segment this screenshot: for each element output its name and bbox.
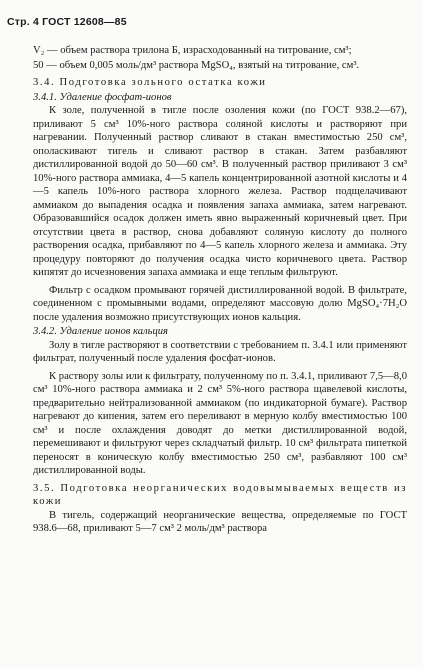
subsection-heading-3-4-2: 3.4.2. Удаление ионов кальция — [33, 326, 168, 337]
paragraph: К золе, полученной в тигле после озоления кожи (по ГОСТ 938.2—67), приливают 5 см³ 10%-ного раствора соляной кислоты и растворяют при нагревании. Полученный раствор сливают в стакан вместимостью 250 см³, ополаскивают тигель и сливают раствор в стакан. Затем разбавляют дистиллированной водой до 50—60 см³. В полученный раствор приливают 3 см³ 10%-ного раствора аммиака, 4—5 капель концентрированной азотной кислоты и 4—5 капель 10%-ного раствора хлорного железа. Раствор подщелачивают аммиаком до выпадения осадка и появления запаха аммиака, затем нагревают. Образовавшийся осадок должен иметь явно выраженный коричневый цвет. При отсутствии цвета в раствор, снова добавляют соляную кислоту до полного растворения осадка, прибавляют по 4—5 капель хлорного железа и аммиака. Эту процедуру повторяют до получения осадка чисто коричневого цвета. Раствор кипятят до исчезновения запаха аммиака и еще теплым фильтруют. — [33, 105, 407, 278]
variable-definition: V₂ — объем раствора трилона Б, израсходованный на титрование, см³; — [33, 45, 352, 56]
paragraph: Фильтр с осадком промывают горячей дистиллированной водой. В фильтрате, соединенном с промывными водами, определяют массовую долю MgSO₄·7H₂O после удаления возможно присутствующих ионов кальция. — [33, 284, 407, 323]
page-header: Стр. 4 ГОСТ 12608—85 — [7, 16, 127, 28]
paragraph: В тигель, содержащий неорганические вещества, определяемые по ГОСТ 938.6—68, приливают 5—7 см³ 2 моль/дм³ раствора — [33, 509, 407, 534]
section-heading-3-4: 3.4. Подготовка зольного остатка кожи — [33, 77, 267, 88]
subsection-heading-3-4-1: 3.4.1. Удаление фосфат-ионов — [33, 91, 172, 103]
page-content — [33, 44, 407, 536]
variable-definition: 50 — объем 0,005 моль/дм³ раствора MgSO₄, взятый на титрование, см³. — [33, 59, 360, 71]
section-heading-3-5: 3.5. Подготовка неорганических водовымываемых веществ из кожи — [33, 482, 407, 507]
paragraph: Золу в тигле растворяют в соответствии с требованием п. 3.4.1 или применяют фильтрат, полученный после удаления фосфат-ионов. — [33, 339, 407, 364]
paragraph: К раствору золы или к фильтрату, полученному по п. 3.4.1, приливают 7,5—8,0 см³ 10%-ного раствора аммиака и 2 см³ 5%-ного раствора щавелевой кислоты, предварительно нейтрализованной аммиаком (по индикаторной бумаге). Раствор нагревают до кипения, затем его переливают в мерную колбу вместимостью 100 см³ и после охлаждения доводят до метки дистиллированной водой, перемешивают и фильтруют через складчатый фильтр. 10 см³ фильтрата пипеткой переносят в коническую колбу вместимостью 250 см³, разбавляют 100 см³ дистиллированной воды. — [33, 370, 407, 476]
